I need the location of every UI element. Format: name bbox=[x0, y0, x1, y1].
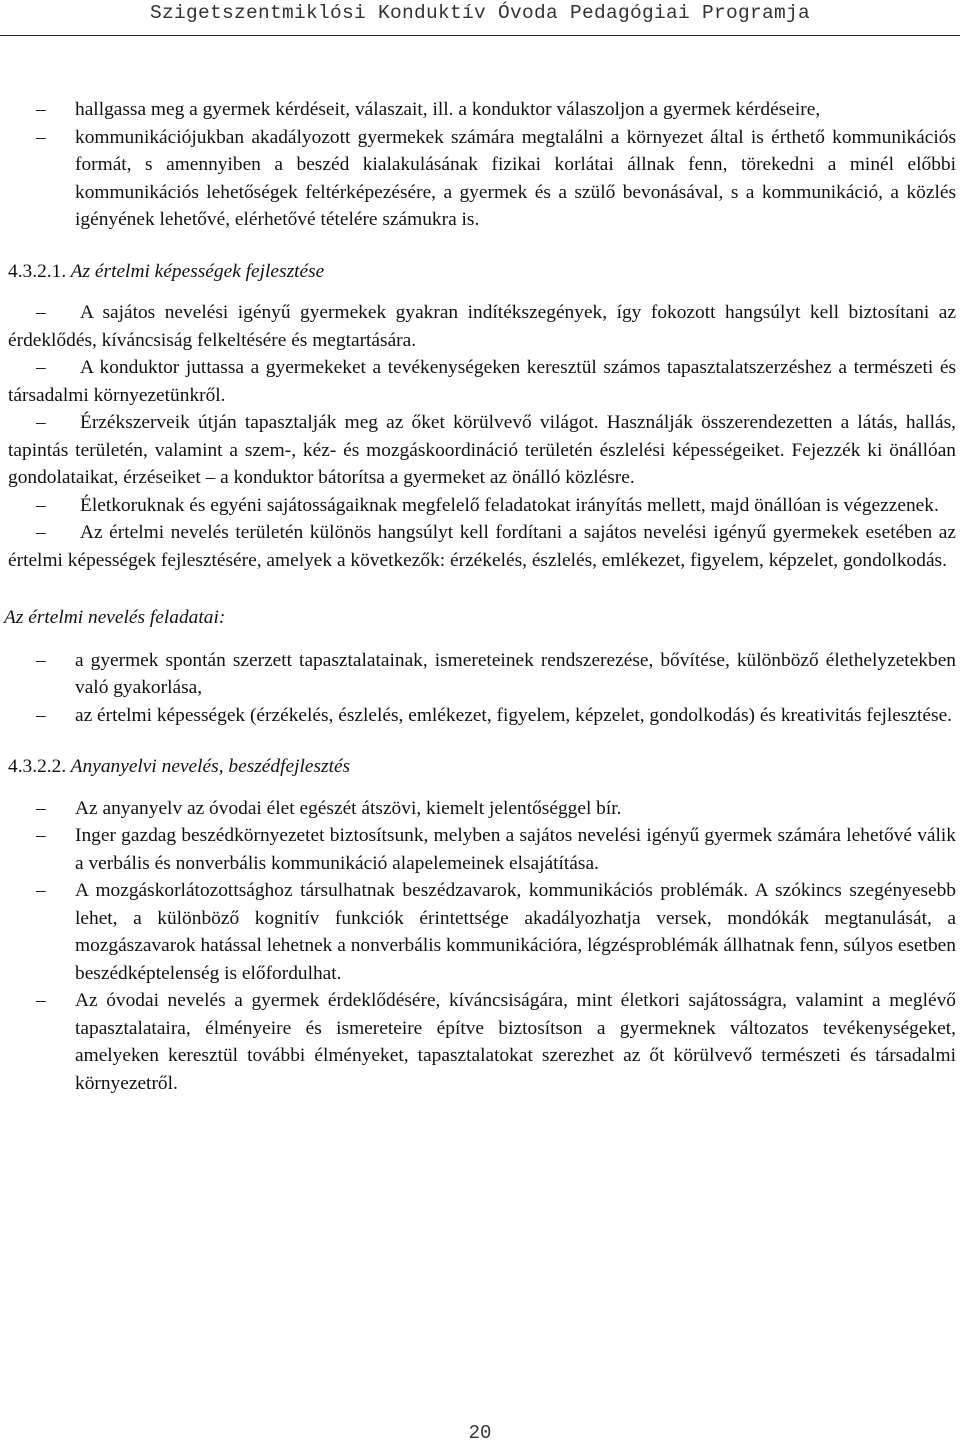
bullet-dash: – bbox=[36, 704, 46, 726]
section-2-list bbox=[8, 795, 956, 1098]
bullet-dash: – bbox=[36, 302, 46, 323]
list-item bbox=[8, 877, 956, 987]
list-item bbox=[8, 822, 956, 877]
intro-list bbox=[8, 96, 956, 234]
list-item-text: Érzékszerveik útján tapasztalják meg az őket körülvevő világot. Használják összerendezetten a látás, hallás, tapintás területén, valamint a szem-, kéz- és mozgáskoordináció területén észlelési képességeiket. Fejezzék ki önállóan gondolataikat, érzéseiket – a konduktor bátorítsa a gyermeket az önálló közlésre. bbox=[8, 412, 956, 488]
list-item-text: Az óvodai nevelés a gyermek érdeklődésére, kíváncsiságára, mint életkori sajátosságra, valamint a meglévő tapasztalataira, élményeire és ismereteire építve biztosítson a gyermeknek változatos tevékenységeket, amelyeken keresztül további élményeket, tapasztalatokat szerezhet az őt körülvevő természeti és társadalmi környezetről. bbox=[75, 990, 956, 1094]
bullet-dash: – bbox=[36, 494, 46, 516]
section-title: Anyanyelvi nevelés, beszédfejlesztés bbox=[70, 756, 351, 777]
bullet-dash: – bbox=[36, 825, 46, 846]
bullet-dash: – bbox=[36, 990, 46, 1011]
header-rule bbox=[0, 35, 960, 36]
list-item bbox=[8, 96, 956, 124]
running-header: Szigetszentmiklósi Konduktív Óvoda Pedagógiai Programja bbox=[149, 2, 811, 24]
page-content bbox=[4, 96, 956, 1097]
bullet-dash: – bbox=[36, 99, 46, 120]
tasks-heading: Az értelmi nevelés feladatai: bbox=[4, 607, 226, 628]
bullet-dash: – bbox=[36, 412, 46, 433]
list-item-text: Az értelmi nevelés területén különös hangsúlyt kell fordítani a sajátos nevelési igényű gyermekek esetében az értelmi képességek fejlesztésére, amelyek a következők: érzékelés, észlelés, emlékezet, figyelem, képzelet, gondolkodás. bbox=[8, 522, 956, 571]
tasks-list bbox=[8, 647, 956, 730]
list-item bbox=[8, 409, 956, 492]
list-item bbox=[8, 519, 956, 574]
section-1-list bbox=[8, 299, 956, 574]
list-item bbox=[8, 124, 956, 234]
bullet-dash: – bbox=[36, 357, 46, 378]
bullet-dash: – bbox=[36, 522, 46, 543]
list-item bbox=[8, 354, 956, 409]
list-item-text: a gyermek spontán szerzett tapasztalatainak, ismereteinek rendszerezése, bővítése, különböző élethelyzetekben való gyakorlása, bbox=[75, 649, 956, 698]
page-number: 20 bbox=[468, 1422, 492, 1444]
list-item bbox=[8, 987, 956, 1097]
section-heading-4-3-2-2 bbox=[8, 753, 956, 781]
list-item bbox=[8, 492, 956, 520]
list-item-text: A konduktor juttassa a gyermekeket a tevékenységeken keresztül számos tapasztalatszerzéshez a természeti és társadalmi környezetünkről. bbox=[8, 357, 956, 406]
list-item-text: Az anyanyelv az óvodai élet egészét átszövi, kiemelt jelentőséggel bír. bbox=[75, 797, 622, 819]
section-number: 4.3.2.2. bbox=[8, 756, 67, 777]
bullet-dash: – bbox=[36, 797, 46, 819]
list-item bbox=[8, 299, 956, 354]
list-item-text: kommunikációjukban akadályozott gyermekek számára megtalálni a környezet által is érthető kommunikációs formát, s amennyiben a beszéd kialakulásának fizikai korlátai állnak fenn, törekedni a minél előbbi kommunikációs lehetőségek feltérképezésére, a gyermek és a szülő bevonásával, s a kommunikáció, a közlés igényének lehetővé, elérhetővé tételére számukra is. bbox=[75, 126, 956, 230]
list-item bbox=[8, 795, 956, 823]
list-item bbox=[8, 702, 956, 730]
bullet-dash: – bbox=[36, 126, 46, 148]
bullet-dash: – bbox=[36, 649, 46, 671]
list-item-text: A mozgáskorlátozottsághoz társulhatnak beszédzavarok, kommunikációs problémák. A szókincs szegényesebb lehet, a különböző kognitív funkciók érintettsége akadályozhatja versek, mondókák megtanulását, a mozgászavarok hatással lehetnek a nonverbális kommunikációra, légzésproblémák állhatnak fenn, súlyos esetben beszédképtelenség is előfordulhat. bbox=[75, 880, 956, 984]
list-item-text: A sajátos nevelési igényű gyermekek gyakran indítékszegények, így fokozott hangsúlyt kell biztosítani az érdeklődés, kíváncsiság felkeltésére és megtartására. bbox=[8, 302, 956, 351]
section-title: Az értelmi képességek fejlesztése bbox=[70, 260, 325, 282]
list-item-text: Inger gazdag beszédkörnyezetet biztosítsunk, melyben a sajátos nevelési igényű gyermek számára lehetővé válik a verbális és nonverbális kommunikáció alapelemeinek elsajátítása. bbox=[75, 825, 956, 874]
bullet-dash: – bbox=[36, 880, 46, 901]
list-item-text: Életkoruknak és egyéni sajátosságaiknak megfelelő feladatokat irányítás mellett, majd önállóan is végezzenek. bbox=[80, 494, 939, 516]
section-number: 4.3.2.1. bbox=[8, 260, 67, 282]
section-heading-4-3-2-1 bbox=[8, 258, 956, 286]
list-item-text: az értelmi képességek (érzékelés, észlelés, emlékezet, figyelem, képzelet, gondolkodás) és kreativitás fejlesztése. bbox=[75, 704, 953, 726]
list-item bbox=[8, 647, 956, 702]
list-item-text: hallgassa meg a gyermek kérdéseit, válaszait, ill. a konduktor válaszoljon a gyermek kérdéseire, bbox=[75, 99, 821, 120]
